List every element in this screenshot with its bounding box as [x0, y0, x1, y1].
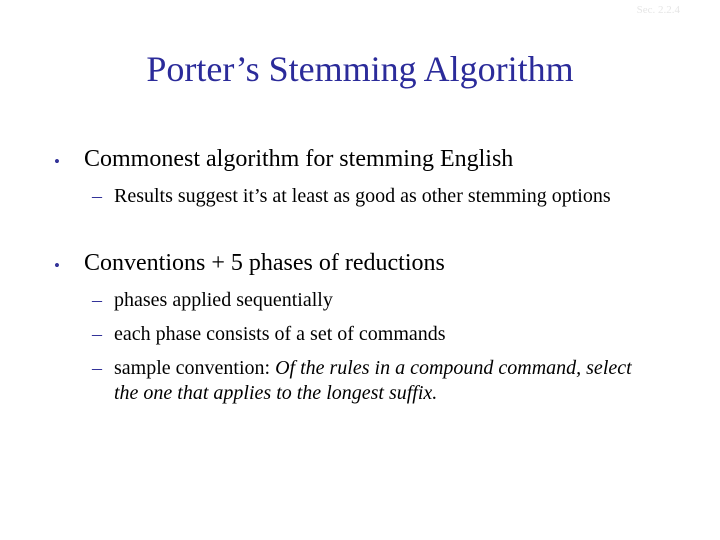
slide-section-label: Sec. 2.2.4 [636, 4, 680, 16]
dash-icon: – [92, 357, 102, 379]
bullet-1-sub-1-text: Results suggest it’s at least as good as other stemming options [114, 185, 611, 207]
bullet-2-sub-1-text: phases applied sequentially [114, 289, 333, 311]
bullet-1-text: Commonest algorithm for stemming English [84, 146, 514, 172]
bullet-dot-icon: • [54, 152, 60, 171]
sample-convention-label: sample convention: [114, 357, 276, 379]
bullet-2-text: Conventions + 5 phases of reductions [84, 250, 445, 276]
bullet-2-sub-3-text [114, 356, 644, 406]
dash-icon: – [92, 289, 102, 311]
dash-icon: – [92, 185, 102, 207]
sample-convention-rule: Of the rules in a compound command, select the one that applies to the longest suffix. [114, 357, 632, 404]
bullet-dot-icon: • [54, 256, 60, 275]
bullet-2-sub-2-text: each phase consists of a set of commands [114, 323, 446, 345]
dash-icon: – [92, 323, 102, 345]
slide-title: Porter’s Stemming Algorithm [146, 49, 574, 89]
